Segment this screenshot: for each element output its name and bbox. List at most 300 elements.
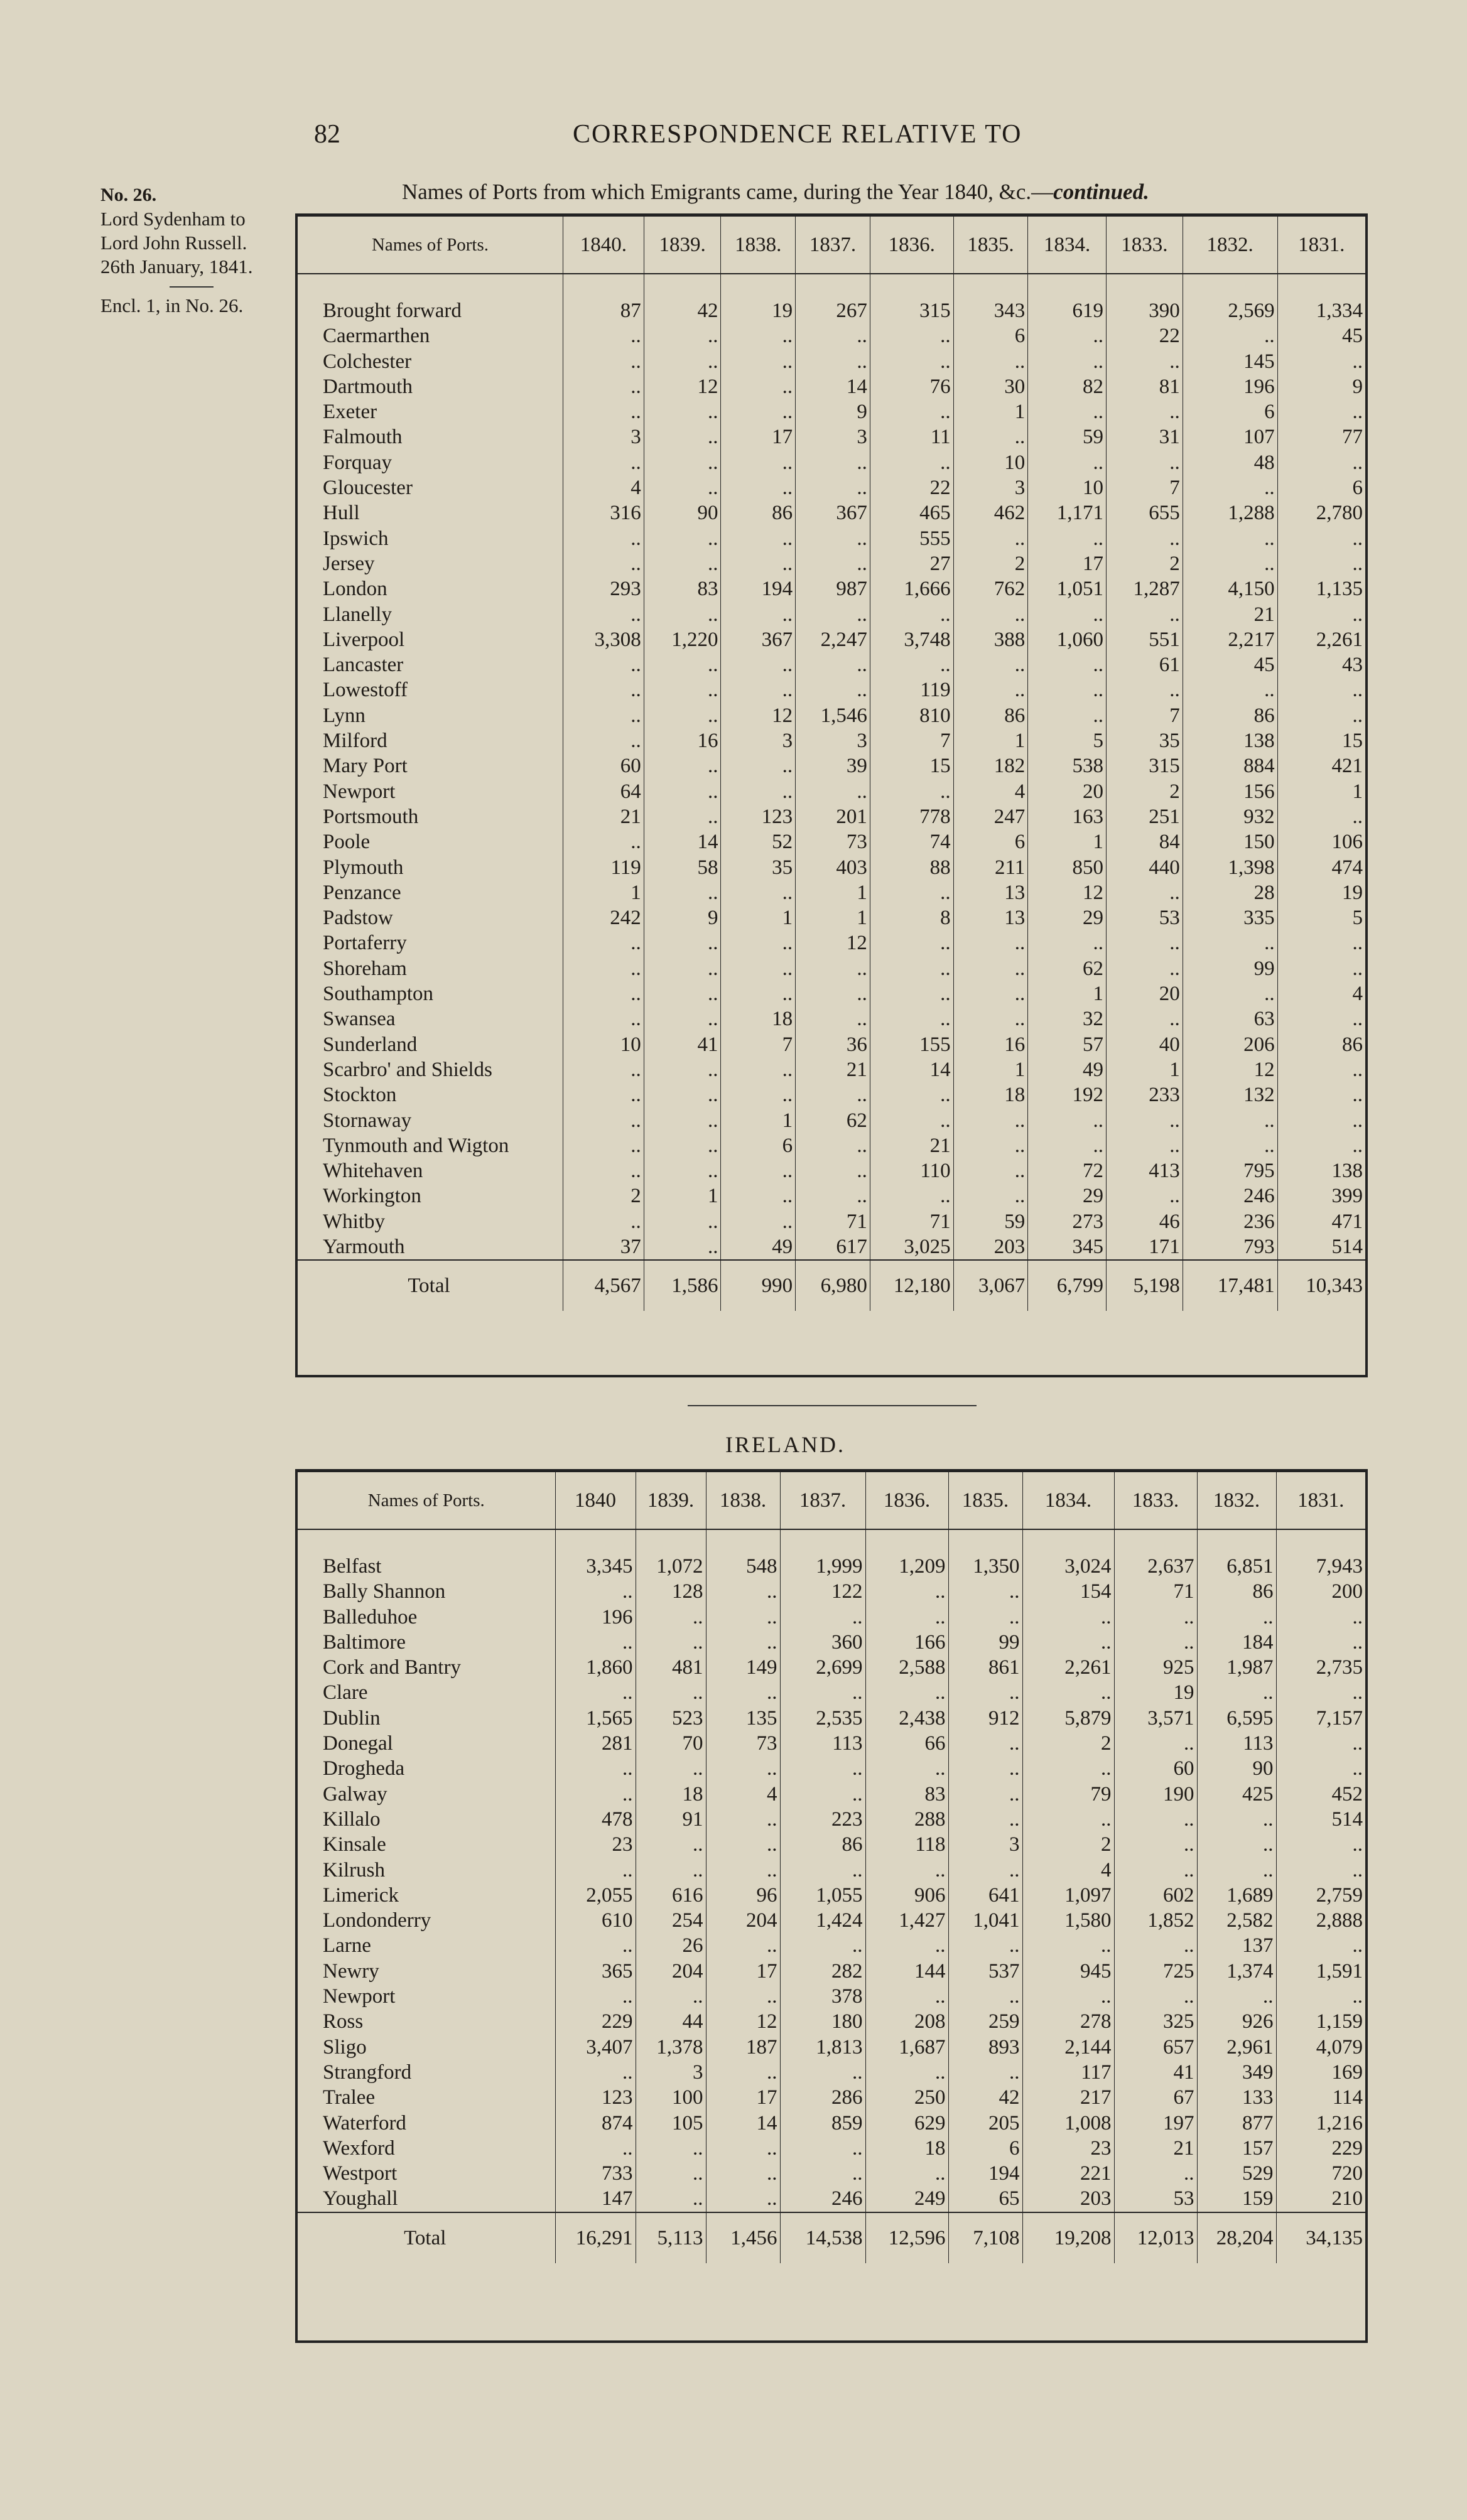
emigrant-count: 1,398: [1183, 855, 1277, 880]
emigrant-count: ..: [1197, 1807, 1276, 1832]
emigrant-count: 551: [1107, 627, 1183, 652]
emigrant-count: ..: [953, 1158, 1028, 1183]
emigrant-count: ..: [1277, 399, 1365, 424]
emigrant-count: 60: [563, 753, 644, 778]
emigrant-count: 471: [1277, 1209, 1365, 1234]
emigrant-count: 154: [1022, 1579, 1114, 1604]
emigrant-count: 119: [870, 677, 953, 703]
emigrant-count: 99: [948, 1630, 1022, 1655]
table-row: [298, 500, 1365, 525]
emigrant-count: ..: [1277, 349, 1365, 374]
port-name: Lowestoff: [323, 679, 408, 702]
emigrant-count: 57: [1028, 1032, 1107, 1057]
emigrant-count: 474: [1277, 855, 1365, 880]
emigrant-count: 30: [953, 374, 1028, 399]
emigrant-count: ..: [870, 981, 953, 1006]
emigrant-count: 462: [953, 500, 1028, 525]
emigrant-count: 90: [1197, 1756, 1276, 1781]
port-name: Brought forward: [323, 299, 462, 322]
total-value: 3,067: [953, 1260, 1028, 1311]
emigrant-count: ..: [644, 1057, 721, 1082]
emigrant-count: ..: [953, 930, 1028, 956]
emigrant-count: 345: [1028, 1234, 1107, 1260]
emigrant-count: 3: [796, 728, 870, 753]
england-table-frame: [295, 213, 1368, 1377]
port-name: Londonderry: [323, 1909, 431, 1932]
total-value: 1,456: [706, 2212, 780, 2263]
emigrant-count: 259: [948, 2009, 1022, 2034]
emigrant-count: 7: [870, 728, 953, 753]
table-caption: [402, 180, 1149, 205]
emigrant-count: 657: [1114, 2035, 1197, 2060]
table-row: [298, 1655, 1365, 1680]
emigrant-count: 1,334: [1277, 298, 1365, 323]
table-row: [298, 2136, 1365, 2161]
emigrant-count: ..: [721, 779, 796, 804]
emigrant-count: ..: [1028, 703, 1107, 728]
emigrant-count: ..: [953, 1006, 1028, 1031]
total-value: 7,108: [948, 2212, 1022, 2263]
page-number: 82: [314, 120, 340, 149]
port-name: Limerick: [323, 1883, 399, 1907]
emigrant-count: ..: [865, 1933, 948, 1958]
emigrant-count: 13: [953, 905, 1028, 930]
emigrant-count: ..: [555, 2060, 636, 2085]
emigrant-count: 1,060: [1028, 627, 1107, 652]
emigrant-count: 155: [870, 1032, 953, 1057]
emigrant-count: ..: [1114, 1984, 1197, 2009]
emigrant-count: 10: [563, 1032, 644, 1057]
emigrant-count: 945: [1022, 1959, 1114, 1984]
port-name: Shoreham: [323, 957, 407, 980]
emigrant-count: ..: [1022, 1807, 1114, 1832]
emigrant-count: ..: [706, 2136, 780, 2161]
table-row: [298, 2186, 1365, 2212]
emigrant-count: ..: [563, 349, 644, 374]
emigrant-count: 205: [948, 2111, 1022, 2136]
emigrant-count: ..: [1107, 1183, 1183, 1209]
emigrant-count: ..: [1276, 1984, 1365, 2009]
table-row: [298, 956, 1365, 981]
table-row: [298, 349, 1365, 374]
emigrant-count: ..: [636, 2161, 706, 2186]
emigrant-count: ..: [953, 677, 1028, 703]
total-value: 14,538: [780, 2212, 865, 2263]
emigrant-count: ..: [1028, 1133, 1107, 1158]
port-name: Milford: [323, 730, 387, 753]
emigrant-count: ..: [644, 930, 721, 956]
header-row: [298, 1472, 1365, 1529]
total-value: 12,180: [870, 1260, 953, 1311]
port-name: Padstow: [323, 907, 393, 930]
port-name: Caermarthen: [323, 325, 430, 348]
emigrant-count: ..: [953, 424, 1028, 450]
emigrant-count: 21: [1183, 602, 1277, 627]
emigrant-count: 242: [563, 905, 644, 930]
emigrant-count: ..: [1277, 804, 1365, 829]
emigrant-count: 874: [555, 2111, 636, 2136]
emigrant-count: ..: [721, 526, 796, 551]
table-row: [298, 602, 1365, 627]
emigrant-count: 83: [644, 576, 721, 601]
emigrant-count: 529: [1197, 2161, 1276, 2186]
emigrant-count: ..: [1107, 677, 1183, 703]
emigrant-count: 171: [1107, 1234, 1183, 1260]
column-header-year: 1840: [555, 1472, 636, 1529]
emigrant-count: ..: [1028, 450, 1107, 475]
emigrant-count: 159: [1197, 2186, 1276, 2212]
emigrant-count: 71: [870, 1209, 953, 1234]
emigrant-count: 2,247: [796, 627, 870, 652]
emigrant-count: 2,055: [555, 1883, 636, 1908]
emigrant-count: 273: [1028, 1209, 1107, 1234]
emigrant-count: ..: [780, 1933, 865, 1958]
emigrant-count: ..: [636, 1680, 706, 1705]
emigrant-count: ..: [870, 779, 953, 804]
emigrant-count: ..: [865, 2161, 948, 2186]
port-name: Ross: [323, 2010, 364, 2033]
emigrant-count: ..: [1107, 930, 1183, 956]
port-name: Dublin: [323, 1706, 381, 1730]
emigrant-count: 2,261: [1277, 627, 1365, 652]
emigrant-count: 413: [1107, 1158, 1183, 1183]
emigrant-count: ..: [721, 981, 796, 1006]
column-header-year: 1832.: [1183, 217, 1277, 274]
emigrant-count: 2: [1107, 551, 1183, 576]
spacer-row: [298, 274, 1365, 298]
port-name: Belfast: [323, 1555, 382, 1578]
emigrant-count: ..: [948, 1605, 1022, 1630]
emigrant-count: 99: [1183, 956, 1277, 981]
emigrant-count: 4: [706, 1782, 780, 1807]
emigrant-count: ..: [636, 1756, 706, 1781]
table-row: [298, 475, 1365, 500]
port-name: Lynn: [323, 704, 365, 727]
emigrant-count: 156: [1183, 779, 1277, 804]
emigrant-count: ..: [706, 1756, 780, 1781]
emigrant-count: ..: [555, 1630, 636, 1655]
emigrant-count: 61: [1107, 652, 1183, 677]
emigrant-count: 315: [1107, 753, 1183, 778]
emigrant-count: ..: [644, 652, 721, 677]
emigrant-count: 23: [1022, 2136, 1114, 2161]
emigrant-count: 88: [870, 855, 953, 880]
emigrant-count: ..: [953, 526, 1028, 551]
table-row: [298, 526, 1365, 551]
emigrant-count: 4: [1277, 981, 1365, 1006]
emigrant-count: ..: [870, 450, 953, 475]
emigrant-count: 778: [870, 804, 953, 829]
emigrant-count: 65: [948, 2186, 1022, 2212]
emigrant-count: 84: [1107, 829, 1183, 854]
emigrant-count: 123: [555, 2085, 636, 2110]
total-value: 4,567: [563, 1260, 644, 1311]
emigrant-count: 67: [1114, 2085, 1197, 2110]
emigrant-count: 478: [555, 1807, 636, 1832]
emigrant-count: 5: [1277, 905, 1365, 930]
emigrant-count: 367: [721, 627, 796, 652]
emigrant-count: 481: [636, 1655, 706, 1680]
column-header-year: 1837.: [780, 1472, 865, 1529]
port-name: Newport: [323, 1985, 396, 2008]
emigrant-count: 1,378: [636, 2035, 706, 2060]
emigrant-count: ..: [644, 323, 721, 348]
emigrant-count: ..: [555, 1756, 636, 1781]
emigrant-count: ..: [644, 1209, 721, 1234]
port-name: Gloucester: [323, 477, 413, 500]
emigrant-count: 48: [1183, 450, 1277, 475]
emigrant-count: 2,261: [1022, 1655, 1114, 1680]
port-name: Mary Port: [323, 755, 408, 778]
ireland-table: [298, 1472, 1365, 2263]
emigrant-count: 1: [1028, 829, 1107, 854]
emigrant-count: 795: [1183, 1158, 1277, 1183]
emigrant-count: ..: [953, 1133, 1028, 1158]
emigrant-count: 7,943: [1276, 1554, 1365, 1579]
total-label: Total: [298, 1260, 563, 1311]
emigrant-count: ..: [948, 2060, 1022, 2085]
emigrant-count: 1: [1028, 981, 1107, 1006]
emigrant-count: 12: [644, 374, 721, 399]
emigrant-count: 86: [1197, 1579, 1276, 1604]
column-header-year: 1833.: [1114, 1472, 1197, 1529]
caption-text: Names of Ports from which Emigrants came, during the Year 1840, &c.—: [402, 180, 1054, 204]
ireland-heading: IRELAND.: [725, 1432, 845, 1457]
emigrant-count: ..: [644, 779, 721, 804]
table-row: [298, 399, 1365, 424]
emigrant-count: 27: [870, 551, 953, 576]
emigrant-count: ..: [1183, 677, 1277, 703]
emigrant-count: 1,209: [865, 1554, 948, 1579]
emigrant-count: 184: [1197, 1630, 1276, 1655]
emigrant-count: ..: [644, 1006, 721, 1031]
emigrant-count: 58: [644, 855, 721, 880]
emigrant-count: ..: [1028, 526, 1107, 551]
emigrant-count: 21: [870, 1133, 953, 1158]
emigrant-count: 59: [1028, 424, 1107, 450]
emigrant-count: ..: [706, 1579, 780, 1604]
emigrant-count: 203: [953, 1234, 1028, 1260]
emigrant-count: ..: [706, 1933, 780, 1958]
emigrant-count: 278: [1022, 2009, 1114, 2034]
emigrant-count: 60: [1114, 1756, 1197, 1781]
port-name: Plymouth: [323, 856, 404, 879]
emigrant-count: 725: [1114, 1959, 1197, 1984]
emigrant-count: 762: [953, 576, 1028, 601]
table-row: [298, 1082, 1365, 1107]
emigrant-count: ..: [706, 1807, 780, 1832]
emigrant-count: 7: [1107, 703, 1183, 728]
emigrant-count: ..: [1277, 703, 1365, 728]
emigrant-count: 23: [555, 1832, 636, 1857]
emigrant-count: 793: [1183, 1234, 1277, 1260]
emigrant-count: ..: [796, 677, 870, 703]
emigrant-count: 64: [563, 779, 644, 804]
emigrant-count: 286: [780, 2085, 865, 2110]
emigrant-count: 53: [1114, 2186, 1197, 2212]
emigrant-count: ..: [870, 880, 953, 905]
emigrant-count: 203: [1022, 2186, 1114, 2212]
emigrant-count: 884: [1183, 753, 1277, 778]
emigrant-count: 163: [1028, 804, 1107, 829]
port-name: Ipswich: [323, 527, 389, 550]
emigrant-count: 267: [796, 298, 870, 323]
emigrant-count: 325: [1114, 2009, 1197, 2034]
port-name: Dartmouth: [323, 375, 413, 398]
emigrant-count: 641: [948, 1883, 1022, 1908]
emigrant-count: 425: [1197, 1782, 1276, 1807]
emigrant-count: ..: [780, 1782, 865, 1807]
emigrant-count: ..: [953, 602, 1028, 627]
emigrant-count: ..: [870, 349, 953, 374]
total-value: 34,135: [1276, 2212, 1365, 2263]
emigrant-count: 72: [1028, 1158, 1107, 1183]
emigrant-count: 128: [636, 1579, 706, 1604]
table-row: [298, 1883, 1365, 1908]
emigrant-count: 316: [563, 500, 644, 525]
emigrant-count: ..: [1114, 1807, 1197, 1832]
emigrant-count: 3: [796, 424, 870, 450]
emigrant-count: ..: [1277, 450, 1365, 475]
emigrant-count: ..: [644, 1133, 721, 1158]
emigrant-count: ..: [644, 1234, 721, 1260]
emigrant-count: 100: [636, 2085, 706, 2110]
emigrant-count: 233: [1107, 1082, 1183, 1107]
emigrant-count: 150: [1183, 829, 1277, 854]
port-name: Strangford: [323, 2060, 412, 2084]
emigrant-count: ..: [563, 1158, 644, 1183]
port-name: Scarbro' and Shields: [323, 1058, 492, 1081]
emigrant-count: ..: [706, 2161, 780, 2186]
emigrant-count: ..: [1277, 602, 1365, 627]
emigrant-count: ..: [563, 1108, 644, 1133]
emigrant-count: ..: [721, 450, 796, 475]
emigrant-count: ..: [796, 1082, 870, 1107]
emigrant-count: ..: [1183, 323, 1277, 348]
emigrant-count: 1,216: [1276, 2111, 1365, 2136]
emigrant-count: ..: [796, 551, 870, 576]
emigrant-count: 1,055: [780, 1883, 865, 1908]
table-row: [298, 779, 1365, 804]
side-note-divider: [170, 286, 214, 288]
emigrant-count: ..: [948, 1680, 1022, 1705]
column-header-year: 1835.: [953, 217, 1028, 274]
port-name: Yarmouth: [323, 1235, 405, 1258]
emigrant-count: 251: [1107, 804, 1183, 829]
emigrant-count: 629: [865, 2111, 948, 2136]
emigrant-count: ..: [563, 956, 644, 981]
port-name: Portaferry: [323, 932, 407, 955]
emigrant-count: ..: [555, 1579, 636, 1604]
emigrant-count: 20: [1028, 779, 1107, 804]
emigrant-count: ..: [1022, 1756, 1114, 1781]
emigrant-count: 26: [636, 1933, 706, 1958]
emigrant-count: 83: [865, 1782, 948, 1807]
emigrant-count: ..: [636, 1832, 706, 1857]
table-row: [298, 2009, 1365, 2034]
emigrant-count: ..: [644, 551, 721, 576]
emigrant-count: 86: [721, 500, 796, 525]
emigrant-count: ..: [563, 1082, 644, 1107]
emigrant-count: 11: [870, 424, 953, 450]
table-row: [298, 323, 1365, 348]
emigrant-count: 421: [1277, 753, 1365, 778]
emigrant-count: ..: [1028, 323, 1107, 348]
emigrant-count: 1,288: [1183, 500, 1277, 525]
emigrant-count: 106: [1277, 829, 1365, 854]
emigrant-count: 1: [644, 1183, 721, 1209]
total-value: 10,343: [1277, 1260, 1365, 1311]
emigrant-count: 49: [1028, 1057, 1107, 1082]
table-row: [298, 1183, 1365, 1209]
emigrant-count: 538: [1028, 753, 1107, 778]
emigrant-count: 82: [1028, 374, 1107, 399]
emigrant-count: ..: [721, 349, 796, 374]
emigrant-count: ..: [563, 526, 644, 551]
emigrant-count: 157: [1197, 2136, 1276, 2161]
emigrant-count: ..: [563, 1209, 644, 1234]
total-value: 16,291: [555, 2212, 636, 2263]
emigrant-count: ..: [636, 2186, 706, 2212]
emigrant-count: ..: [1022, 1630, 1114, 1655]
emigrant-count: ..: [796, 323, 870, 348]
emigrant-count: 1,987: [1197, 1655, 1276, 1680]
emigrant-count: ..: [796, 526, 870, 551]
emigrant-count: 1,171: [1028, 500, 1107, 525]
emigrant-count: 21: [1114, 2136, 1197, 2161]
table-row: [298, 1908, 1365, 1933]
total-value: 12,596: [865, 2212, 948, 2263]
emigrant-count: ..: [1183, 526, 1277, 551]
emigrant-count: ..: [953, 349, 1028, 374]
emigrant-count: ..: [870, 1183, 953, 1209]
table-row: [298, 1605, 1365, 1630]
emigrant-count: 1,220: [644, 627, 721, 652]
emigrant-count: 221: [1022, 2161, 1114, 2186]
emigrant-count: ..: [563, 323, 644, 348]
emigrant-count: 14: [644, 829, 721, 854]
port-name: Penzance: [323, 881, 401, 904]
emigrant-count: 1,097: [1022, 1883, 1114, 1908]
emigrant-count: 9: [644, 905, 721, 930]
emigrant-count: 5,879: [1022, 1706, 1114, 1731]
emigrant-count: 1,687: [865, 2035, 948, 2060]
emigrant-count: ..: [870, 1108, 953, 1133]
port-name: Forquay: [323, 451, 392, 474]
emigrant-count: 138: [1277, 1158, 1365, 1183]
port-name: Tynmouth and Wigton: [323, 1134, 509, 1157]
emigrant-count: ..: [636, 1858, 706, 1883]
port-name: Baltimore: [323, 1630, 406, 1654]
emigrant-count: ..: [1276, 1605, 1365, 1630]
caption-continued: continued.: [1053, 180, 1149, 204]
emigrant-count: 42: [948, 2085, 1022, 2110]
emigrant-count: ..: [706, 2186, 780, 2212]
emigrant-count: 1,580: [1022, 1908, 1114, 1933]
emigrant-count: 62: [1028, 956, 1107, 981]
emigrant-count: ..: [865, 1984, 948, 2009]
emigrant-count: 1: [721, 1108, 796, 1133]
emigrant-count: 70: [636, 1731, 706, 1756]
port-name: Colchester: [323, 350, 412, 373]
emigrant-count: 49: [721, 1234, 796, 1260]
emigrant-count: 1: [953, 1057, 1028, 1082]
emigrant-count: 169: [1276, 2060, 1365, 2085]
port-name: Stornaway: [323, 1109, 412, 1132]
table-row: [298, 1158, 1365, 1183]
emigrant-count: ..: [796, 1133, 870, 1158]
emigrant-count: 602: [1114, 1883, 1197, 1908]
